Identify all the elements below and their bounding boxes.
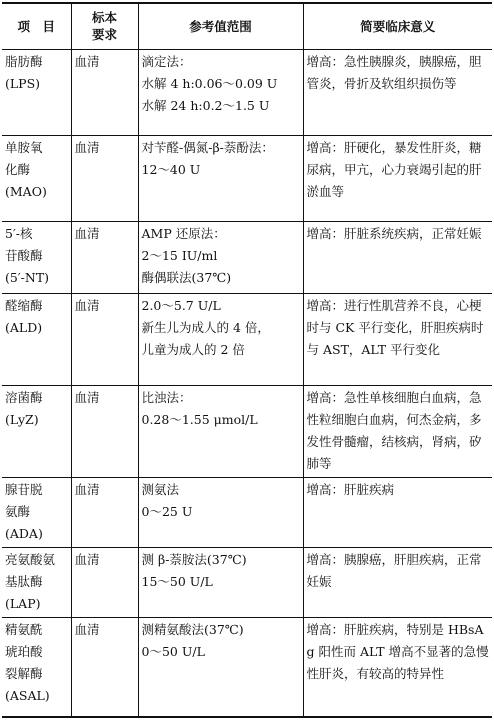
cell-specimen: 血清	[71, 385, 138, 477]
cell-reference: 比浊法： 0.28～1.55 μmol/L	[138, 385, 303, 477]
table-row	[2, 49, 492, 135]
cell-item: 腺苷脱 氨酶 (ADA)	[2, 477, 71, 547]
cell-significance: 增高：进行性肌营养不良，心梗时与 CK 平行变化，肝胆疾病时与 AST，ALT 平行变化	[303, 293, 492, 385]
table-row	[2, 135, 492, 221]
cell-reference: 测 β-萘胺法(37℃) 15～50 U/L	[138, 547, 303, 617]
cell-specimen: 血清	[71, 477, 138, 547]
cell-item: 亮氨酸氨 基肽酶 (LAP)	[2, 547, 71, 617]
table-row	[2, 547, 492, 617]
cell-significance: 增高：急性胰腺炎，胰腺癌，胆管炎，骨折及软组织损伤等	[303, 49, 492, 135]
cell-significance: 增高：胰腺癌，肝胆疾病，正常妊娠	[303, 547, 492, 617]
table-row	[2, 477, 492, 547]
cell-reference: 滴定法： 水解 4 h:0.06～0.09 U 水解 24 h:0.2～1.5 U	[138, 49, 303, 135]
header-row	[2, 3, 492, 49]
cell-specimen: 血清	[71, 617, 138, 717]
header-specimen: 标本 要求	[71, 3, 138, 49]
table-row	[2, 221, 492, 293]
cell-item: 溶菌酶 (LyZ)	[2, 385, 71, 477]
cell-reference: AMP 还原法： 2～15 IU/ml 酶偶联法(37℃)	[138, 221, 303, 293]
cell-specimen: 血清	[71, 135, 138, 221]
cell-specimen: 血清	[71, 293, 138, 385]
cell-reference: 对苄醛-偶氮-β-萘酚法： 12～40 U	[138, 135, 303, 221]
table-row	[2, 385, 492, 477]
cell-specimen: 血清	[71, 221, 138, 293]
table-row	[2, 617, 492, 717]
cell-specimen: 血清	[71, 49, 138, 135]
reference-table	[2, 2, 492, 718]
cell-significance: 增高：肝脏疾病，特别是 HBsAg 阳性而 ALT 增高不显著的急慢性肝炎，有较高的特异性	[303, 617, 492, 717]
cell-reference: 2.0～5.7 U/L 新生儿为成人的 4 倍， 儿童为成人的 2 倍	[138, 293, 303, 385]
table-row	[2, 293, 492, 385]
cell-specimen: 血清	[71, 547, 138, 617]
header-item: 项 目	[2, 3, 71, 49]
header-significance: 简要临床意义	[303, 3, 492, 49]
cell-item: 精氨酰 琥珀酸 裂解酶 (ASAL)	[2, 617, 71, 717]
cell-reference: 测精氨酸法(37℃) 0～50 U/L	[138, 617, 303, 717]
header-reference: 参考值范围	[138, 3, 303, 49]
cell-significance: 增高：肝脏系统疾病，正常妊娠	[303, 221, 492, 293]
cell-item: 单胺氧 化酶 (MAO)	[2, 135, 71, 221]
cell-item: 醛缩酶 (ALD)	[2, 293, 71, 385]
table-body	[2, 49, 492, 717]
cell-significance: 增高：急性单核细胞白血病，急性粒细胞白血病，何杰金病，多发性骨髓瘤，结核病，肾病，矽肺等	[303, 385, 492, 477]
cell-reference: 测氨法 0～25 U	[138, 477, 303, 547]
cell-item: 脂肪酶 (LPS)	[5, 53, 43, 91]
cell-significance: 增高：肝硬化，暴发性肝炎，糖尿病，甲亢，心力衰竭引起的肝淤血等	[303, 135, 492, 221]
cell-significance: 增高：肝脏疾病	[303, 477, 492, 547]
cell-item: 5′-核 苷酸酶 (5′-NT)	[2, 221, 71, 293]
table-header	[2, 3, 492, 49]
